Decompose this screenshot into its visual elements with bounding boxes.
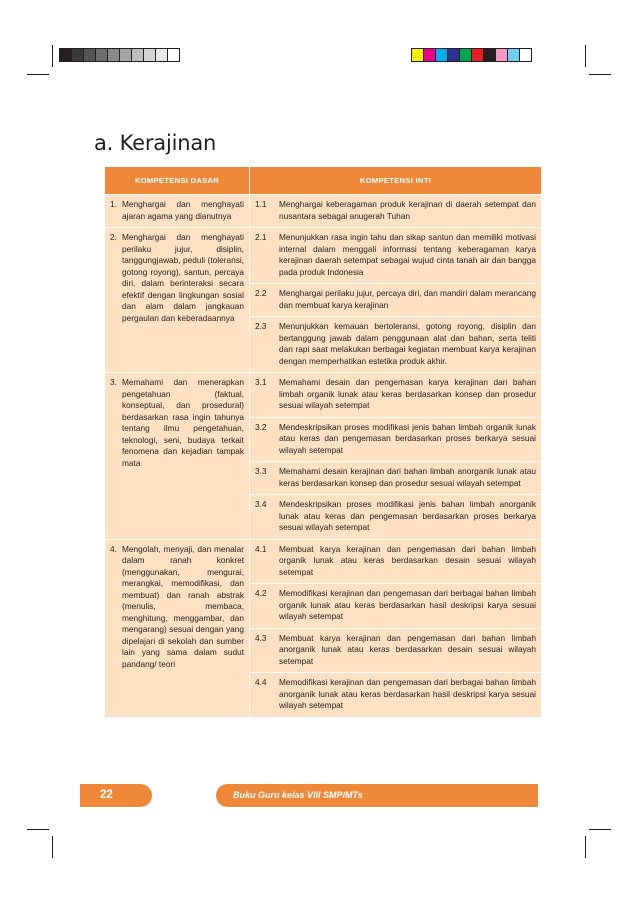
ki-number: 3.3 (255, 466, 267, 476)
ki-cell (250, 417, 542, 462)
ki-cell (250, 284, 542, 317)
ki-cell (250, 495, 542, 540)
ki-number: 4.3 (255, 632, 267, 643)
ki-number: 2.2 (255, 288, 267, 298)
ki-number: 3.1 (255, 377, 267, 387)
ki-number: 2.3 (255, 321, 267, 331)
ki-text: Menghargai perilaku jujur, percaya diri, dan mandiri dalam merancang dan membuat karya kerajinan (279, 288, 536, 310)
ki-cell (250, 539, 542, 584)
ki-text: Memahami desain kerajinan dari bahan limbah anorganik lunak atau keras berdasarkan konsep dan prosedur sesuai wilayah setempat (279, 466, 536, 488)
table-row (105, 195, 542, 228)
kd-number: 1. (110, 199, 117, 209)
table-row (105, 228, 542, 284)
ki-number: 4.4 (255, 677, 267, 687)
kd-text: Mengolah, menyaji, dan menalar dalam ranah konkret (menggunakan, mengurai, merangkai, memodifikasi, dan membuat) dan ranah abstrak (menulis, membaca, menghitung, menggambar, dan mengarang) sesuai dengan yang dipelajari di sekolah dan sumber lain yang sama dalam sudut pandang/ teori (122, 543, 244, 669)
ki-cell (250, 584, 542, 629)
header-kompetensi-dasar: KOMPETENSI DASAR (105, 167, 250, 195)
crop-mark (27, 829, 49, 830)
crop-mark (589, 829, 611, 830)
ki-text: Menunjukkan rasa ingin tahu dan sikap santun dan memiliki motivasi internal dalam menggali informasi tentang keberagaman karya kerajinan daerah setempat sebagai wujud cinta tanah air dan bangga pada produk Indonesia (279, 232, 536, 277)
ki-cell (250, 195, 542, 228)
registration-swatch (167, 48, 180, 62)
ki-cell (250, 673, 542, 718)
ki-text: Membuat karya kerajinan dan pengemasan dari bahan limbah anorganik lunak atau keras berdasarkan desain sesuai wilayah setempat (279, 632, 536, 666)
ki-cell (250, 462, 542, 495)
crop-mark (585, 45, 586, 67)
ki-number: 4.1 (255, 543, 267, 554)
ki-number: 1.1 (255, 199, 267, 209)
ki-cell (250, 228, 542, 284)
ki-text: Menunjukkan kemauan bertoleransi, gotong royong, disiplin dan bertanggung jawab dalam penggunaan alat dan bahan, serta teliti dan rapi saat melakukan berbagai kegiatan membuat karya kerajinan dengan memperhatikan estetika produk akhir. (279, 321, 536, 366)
ki-number: 4.2 (255, 588, 267, 598)
ki-number: 3.2 (255, 421, 267, 432)
competency-table (104, 166, 542, 718)
book-title: Buku Guru kelas VIII SMP/MTs (216, 784, 538, 807)
table-header-row (105, 167, 542, 195)
ki-text: Membuat karya kerajinan dan pengemasan dari bahan limbah organik lunak atau keras berdasarkan desain sesuai wilayah setempat (279, 543, 536, 577)
ki-text: Memodifikasi kerajinan dan pengemasan dari berbagai bahan limbah organik lunak atau keras berdasarkan hasil deskripsi karya sesuai wilayah setempat (279, 588, 536, 621)
ki-text: Mendeskripsikan proses modifikasi jenis bahan limbah anorganik lunak atau keras dan pengemasan berdasarkan proses berkarya sesuai wilayah setempat (279, 499, 536, 532)
crop-mark (27, 74, 49, 75)
ki-cell (250, 317, 542, 373)
crop-mark (589, 74, 611, 75)
page-number: 22 (80, 784, 152, 807)
section-title: a. Kerajinan (94, 131, 217, 155)
registration-strip-color (411, 48, 531, 62)
ki-text: Mendeskripsikan proses modifikasi jenis bahan limbah organik lunak atau keras dan pengemasan berdasarkan proses berkarya sesuai wilayah setempat (279, 421, 536, 455)
ki-text: Memodifikasi kerajinan dan pengemasan dari berbagai bahan limbah anorganik lunak atau keras berdasarkan hasil deskripsi karya sesuai wilayah setempat (279, 677, 536, 710)
ki-cell (250, 628, 542, 673)
table-row (105, 539, 542, 584)
ki-text: Menghargai keberagaman produk kerajinan di daerah setempat dan nusantara sebagai anugerah Tuhan (279, 199, 536, 221)
kd-text: Menghargai dan menghayati perilaku jujur, disiplin, tanggungjawab, peduli (toleransi, gotong royong), santun, percaya diri, dalam berinteraksi secara efektif dengan lingkungan sosial dan alam dalam jangkauan pergaulan dan keberadaannya (122, 232, 244, 323)
crop-mark (52, 45, 53, 67)
ki-text: Memahami desain dan pengemasan karya kerajinan dari bahan limbah organik lunak atau keras berdasarkan konsep dan prosedur sesuai wilayah setempat (279, 377, 536, 410)
crop-mark (52, 836, 53, 858)
kd-text: Menghargai dan menghayati ajaran agama yang dianutnya (122, 199, 244, 221)
crop-mark (585, 836, 586, 858)
kd-number: 2. (110, 232, 117, 242)
registration-strip-gray (59, 48, 179, 62)
kd-cell (105, 228, 250, 373)
kd-number: 4. (110, 543, 117, 554)
table-row (105, 373, 542, 418)
ki-number: 2.1 (255, 232, 267, 242)
registration-swatch (519, 48, 532, 62)
kd-cell (105, 195, 250, 228)
kd-number: 3. (110, 377, 117, 387)
header-kompetensi-inti: KOMPETENSI INTI (250, 167, 542, 195)
kd-cell (105, 539, 250, 717)
ki-cell (250, 373, 542, 418)
ki-number: 3.4 (255, 499, 267, 509)
kd-text: Memahami dan menerapkan pengetahuan (faktual, konseptual, dan prosedural) berdasarkan rasa ingin tahunya tentang ilmu pengetahuan, teknologi, seni, budaya terkait fenomena dan kejadian tampak mata (122, 377, 244, 468)
kd-cell (105, 373, 250, 540)
